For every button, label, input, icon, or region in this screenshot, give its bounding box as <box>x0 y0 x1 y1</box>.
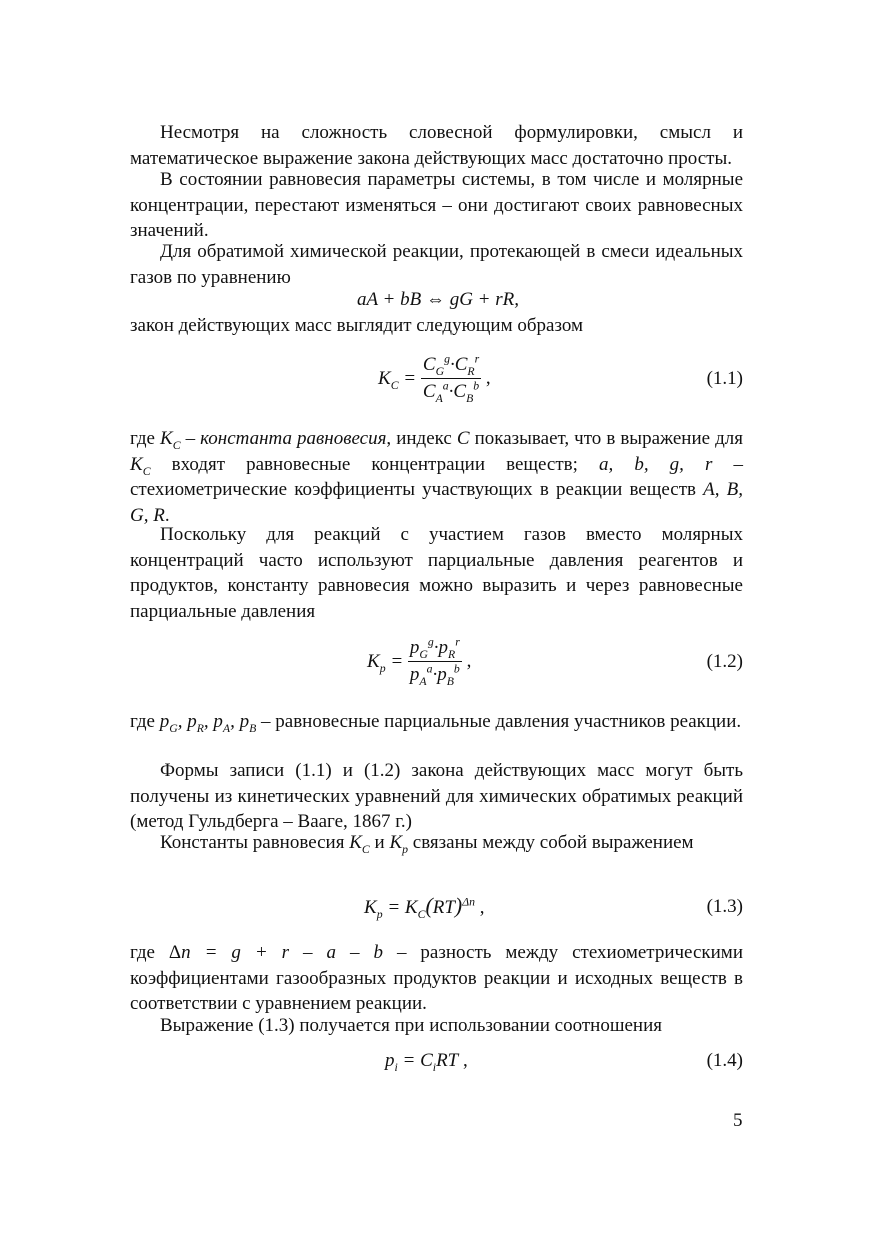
p5-text: – стехиометрические коэффициенты участвующих в реакции веществ <box>130 453 744 500</box>
paragraph-3: Для обратимой химической реакции, протекающей в смеси идеальных газов по уравнению <box>130 241 743 288</box>
p10-difference: = g + r – a – b <box>190 942 383 963</box>
equation-1-2-number: (1.2) <box>706 651 743 672</box>
p5-kc-sub: C <box>172 438 181 452</box>
equation-1-4-formula: $p_i = C_iRT$ , <box>385 1050 468 1074</box>
p5-kc: K <box>160 428 173 449</box>
p5-species: A, B, G, R <box>130 479 744 526</box>
reaction-equation: aA + bB ⇔ gG + rR, <box>357 289 519 310</box>
paragraph-8: Формы записи (1.1) и (1.2) закона действующих масс могут быть получены из кинетических уравнений для химических обратимых реакций (метод Гульдберга – Вааге, 1867 г.) <box>130 760 743 832</box>
page-number: 5 <box>733 1110 743 1131</box>
p10-n: n <box>181 942 191 963</box>
paragraph-1: Несмотря на сложность словесной формулировки, смысл и математическое выражение закона действующих масс достаточно просты. <box>130 122 743 169</box>
paragraph-5 <box>130 426 743 528</box>
p5-kc-sub: C <box>142 464 151 478</box>
p5-text: показывает, что в выражение для <box>469 428 744 449</box>
p7-text: где <box>130 711 160 732</box>
p5-text: где <box>130 428 160 449</box>
paragraph-11: Выражение (1.3) получается при использовании соотношения <box>160 1015 662 1036</box>
equation-1-3-number: (1.3) <box>706 896 743 917</box>
paragraph-9: Константы равновесия $K_C$ и $K_p$ связаны между собой выражением <box>160 832 694 856</box>
equation-1-2 <box>0 633 876 697</box>
p5-index: C <box>456 428 470 449</box>
equation-1-2-formula: $K_p$ = $\frac{p_G^g\cdot p_R^r}{p_A^a\cdot p_B^b}$ , <box>367 635 472 688</box>
paragraph-10 <box>130 940 743 1017</box>
p9-text: и <box>369 832 390 853</box>
p9-text: связаны между собой выражением <box>408 832 694 853</box>
equation-1-1 <box>0 350 876 414</box>
p9-text: Константы равновесия <box>160 832 350 853</box>
equation-1-1-formula: $K_C$ = $\frac{C_G^g\cdot C_R^r}{C_A^a\cdot C_B^b}$ , <box>378 352 491 405</box>
paragraph-4: закон действующих масс выглядит следующим образом <box>130 315 583 336</box>
p5-term: константа равновесия <box>200 428 387 449</box>
paragraph-6: Поскольку для реакций с участием газов вместо молярных концентраций часто используют парциальные давления реагентов и продуктов, константу равновесия можно выразить и через равновесные парциальные давления <box>130 524 743 622</box>
p5-text: , индекс <box>386 428 457 449</box>
paragraph-7: где $p_G$, $p_R$, $p_A$, $p_B$ – равновесные парциальные давления участников реакции. <box>130 711 742 735</box>
p7-text: – равновесные парциальные давления участников реакции. <box>256 711 742 732</box>
equation-1-3-formula: $K_p = K_C(RT)^{\Delta n}$ , <box>364 894 485 921</box>
p5-text: входят равновесные концентрации веществ; <box>150 453 600 475</box>
p10-text: – разность между стехиометрическими коэффициентами газообразных продуктов реакции и исходных веществ в соответствии с уравнением реакции. <box>130 942 743 1014</box>
p5-text: – <box>180 428 201 449</box>
p5-coefficients: a, b, g, r <box>599 453 713 475</box>
p5-text: . <box>164 504 170 526</box>
p10-text: где Δ <box>130 942 182 963</box>
equation-1-1-number: (1.1) <box>706 368 743 389</box>
equation-1-4 <box>0 1050 876 1114</box>
equation-1-4-number: (1.4) <box>706 1050 743 1071</box>
paragraph-2: В состоянии равновесия параметры системы, в том числе и молярные концентрации, перестают изменяться – они достигают своих равновесных значений. <box>130 169 743 241</box>
p5-kc: K <box>130 453 143 475</box>
